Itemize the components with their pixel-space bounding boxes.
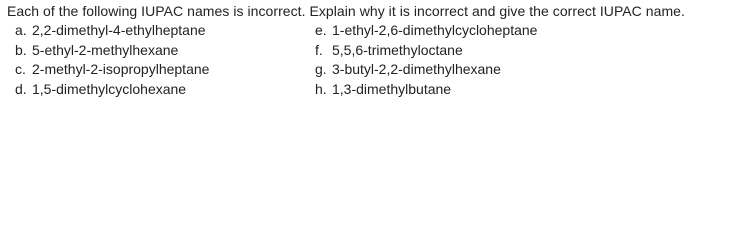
item-list-right bbox=[315, 21, 537, 99]
question-text: Each of the following IUPAC names is incorrect. Explain why it is incorrect and give the correct IUPAC name. bbox=[7, 3, 685, 19]
item-letter: d. bbox=[15, 80, 27, 97]
list-item bbox=[15, 80, 209, 100]
item-name: 1,3-dimethylbutane bbox=[332, 80, 452, 97]
item-letter: a. bbox=[15, 22, 27, 38]
item-letter: e. bbox=[315, 22, 327, 38]
list-item bbox=[15, 41, 209, 61]
item-name: 1,5-dimethylcyclohexane bbox=[32, 80, 187, 97]
item-name: 2-methyl-2-isopropylheptane bbox=[32, 61, 210, 77]
item-letter: f. bbox=[315, 41, 323, 58]
item-name: 3-butyl-2,2-dimethylhexane bbox=[332, 61, 501, 77]
item-name: 5-ethyl-2-methylhexane bbox=[32, 41, 179, 58]
list-item bbox=[315, 21, 537, 41]
item-letter: c. bbox=[15, 61, 26, 77]
list-item bbox=[15, 21, 209, 41]
list-item bbox=[315, 80, 537, 100]
item-list-left bbox=[15, 21, 209, 99]
list-item bbox=[315, 41, 537, 61]
item-name: 5,5,6-trimethyloctane bbox=[332, 41, 463, 58]
item-name: 1-ethyl-2,6-dimethylcycloheptane bbox=[332, 22, 538, 38]
item-letter: h. bbox=[315, 80, 327, 97]
list-item bbox=[15, 60, 209, 80]
item-letter: g. bbox=[315, 61, 327, 77]
item-name: 2,2-dimethyl-4-ethylheptane bbox=[32, 22, 206, 38]
item-letter: b. bbox=[15, 41, 27, 58]
list-item bbox=[315, 60, 537, 80]
